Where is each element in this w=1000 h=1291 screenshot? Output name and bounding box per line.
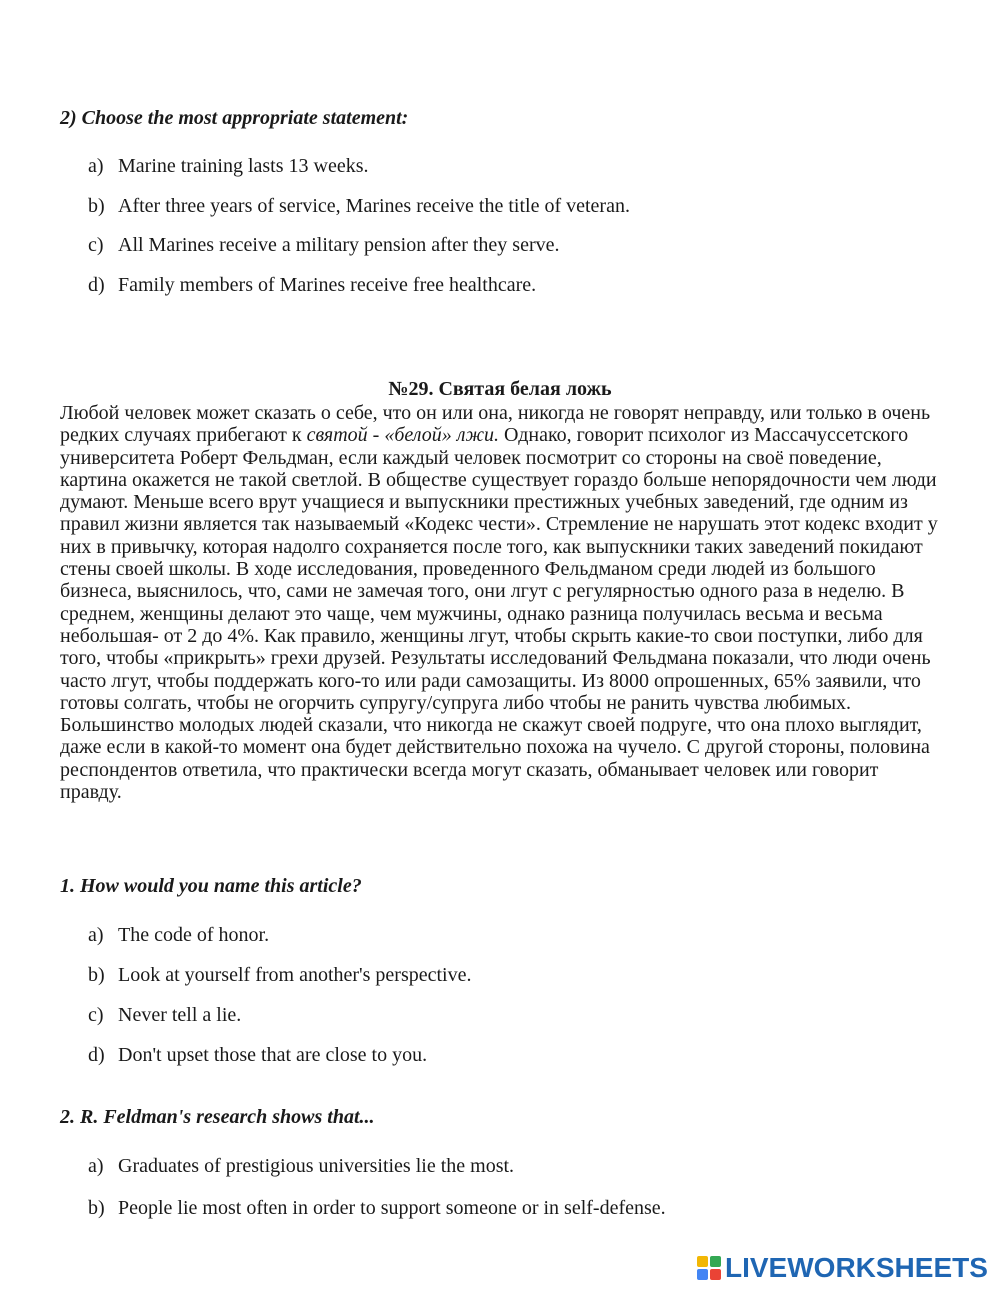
option-letter: b) (88, 195, 105, 217)
option-a (88, 924, 269, 947)
article-text-part-2: Однако, говорит психолог из Массачуссетского университета Роберт Фельдман, если каждый человек посмотрит со стороны на своё поведение, картина окажется не такой светлой. В обществе существует гораздо больше непорядочности чем люди думают. Меньше всего врут учащиеся и выпускники престижных учебных заведений, где одним из правил жизни является так называемый «Кодекс чести». Стремление не нарушать этот кодекс входит у них в привычку, которая надолго сохраняется после того, как выпускники таких заведений покидают стены своей школы. В ходе исследования, проведенного Фельдманом среди людей из большого бизнеса, выяснилось, что, сами не замечая того, они лгут с регулярностью одного раза в неделю. В среднем, женщины делают это чаще, чем мужчины, однако разница получилась весьма и весьма небольшая- от 2 до 4%. Как правило, женщины лгут, чтобы скрыть какие-то свои поступки, либо для того, чтобы «прикрыть» грехи друзей. Результаты исследований Фельдмана показали, что люди очень часто лгут, чтобы поддержать кого-то или ради самозащиты. Из 8000 опрошенных, 65% заявили, что готовы солгать, чтобы не огорчить супругу/супруга либо чтобы не ранить чувства любимых. Большинство молодых людей сказали, что никогда не скажут своей подруге, что она плохо выглядит, даже если в какой-то момент она будет действительно похожа на чучело. С другой стороны, половина респондентов ответила, что практически всегда могут сказать, обманывает человек или говорит правду. (60, 424, 938, 804)
option-letter: c) (88, 234, 104, 256)
option-text: People lie most often in order to support someone or in self-defense. (118, 1197, 666, 1219)
option-text: Graduates of prestigious universities lie the most. (118, 1155, 515, 1177)
option-b (88, 195, 630, 218)
option-b (88, 964, 472, 987)
logo-square (697, 1256, 708, 1267)
option-c (88, 1004, 241, 1027)
logo-square (710, 1256, 721, 1267)
option-text: Never tell a lie. (118, 1004, 242, 1026)
logo-squares-icon (697, 1256, 721, 1280)
option-text: Don't upset those that are close to you. (118, 1044, 428, 1066)
logo-square (710, 1269, 721, 1280)
option-letter: a) (88, 924, 104, 946)
option-letter: b) (88, 964, 105, 986)
logo-text: LIVEWORKSHEETS (725, 1252, 988, 1283)
logo-square (697, 1269, 708, 1280)
option-a (88, 1155, 514, 1178)
question-heading-choose-statement: 2) Choose the most appropriate statement: (60, 107, 409, 129)
article-text-part-1: Любой человек может сказать о себе, что он или она, никогда не говорят неправду, или только в очень редких случаях прибегают к (60, 402, 931, 447)
option-b (88, 1197, 666, 1220)
question-heading-feldman-research: 2. R. Feldman's research shows that... (60, 1106, 375, 1128)
option-letter: d) (88, 1044, 105, 1066)
option-letter: b) (88, 1197, 105, 1219)
option-text: Look at yourself from another's perspective. (118, 964, 472, 986)
option-a (88, 155, 369, 178)
article-title: №29. Святая белая ложь (388, 378, 612, 400)
question-heading-name-article: 1. How would you name this article? (60, 875, 362, 897)
option-text: After three years of service, Marines receive the title of veteran. (118, 195, 630, 217)
liveworksheets-logo (697, 1253, 988, 1283)
option-d (88, 274, 536, 297)
option-c (88, 234, 560, 257)
option-text: All Marines receive a military pension after they serve. (118, 234, 560, 256)
option-d (88, 1044, 427, 1067)
option-letter: a) (88, 1155, 104, 1177)
option-letter: c) (88, 1004, 104, 1026)
option-text: The code of honor. (118, 924, 270, 946)
article-text-italic: святой - «белой» лжи. (306, 424, 500, 447)
option-text: Marine training lasts 13 weeks. (118, 155, 369, 177)
option-letter: a) (88, 155, 104, 177)
article-body (60, 402, 940, 803)
option-text: Family members of Marines receive free healthcare. (118, 274, 537, 296)
option-letter: d) (88, 274, 105, 296)
